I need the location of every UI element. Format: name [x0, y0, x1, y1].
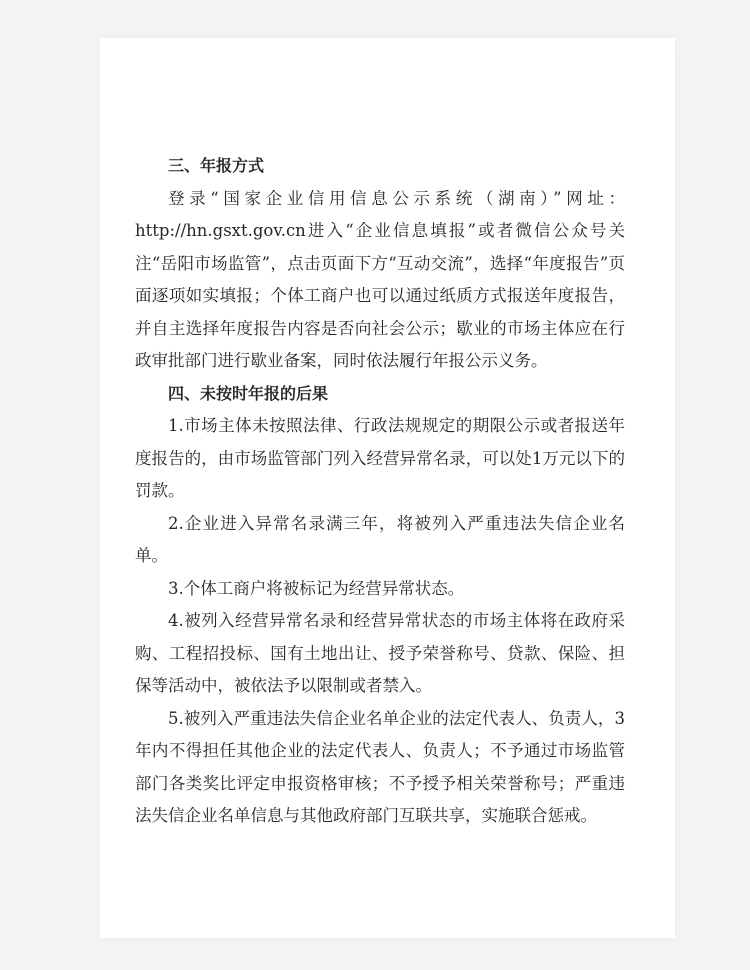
section-4-heading: 四、未按时年报的后果	[168, 383, 329, 403]
section-3-body: 登录“国家企业信用信息公示系统（湖南）”网址：http://hn.gsxt.gov.cn进入“企业信息填报”或者微信公众号关注“岳阳市场监管”，点击页面下方“互动交流”，选择“年度报告”页面逐项如实填报；个体工商户也可以通过纸质方式报送年度报告，并自主选择年度报告内容是否向社会公示；歇业的市场主体应在行政审批部门进行歇业备案，同时依法履行年报公示义务。	[135, 188, 625, 370]
section-4-item-3: 3.个体工商户将被标记为经营异常状态。	[168, 578, 465, 598]
section-4-item-2: 2.企业进入异常名录满三年，将被列入严重违法失信企业名单。	[135, 513, 625, 565]
document-content	[135, 150, 625, 833]
section-4-item-1: 1.市场主体未按照法律、行政法规规定的期限公示或者报送年度报告的，由市场监管部门列入经营异常名录，可以处1万元以下的罚款。	[135, 416, 625, 500]
section-4-item-4: 4.被列入经营异常名录和经营异常状态的市场主体将在政府采购、工程招投标、国有土地出让、授予荣誉称号、贷款、保险、担保等活动中，被依法予以限制或者禁入。	[135, 611, 625, 695]
section-4-item-5: 5.被列入严重违法失信企业名单企业的法定代表人、负责人，3年内不得担任其他企业的法定代表人、负责人；不予通过市场监管部门各类奖比评定申报资格审核；不予授予相关荣誉称号；严重违法失信企业名单信息与其他政府部门互联共享，实施联合惩戒。	[135, 708, 625, 825]
section-3-heading: 三、年报方式	[168, 156, 265, 175]
